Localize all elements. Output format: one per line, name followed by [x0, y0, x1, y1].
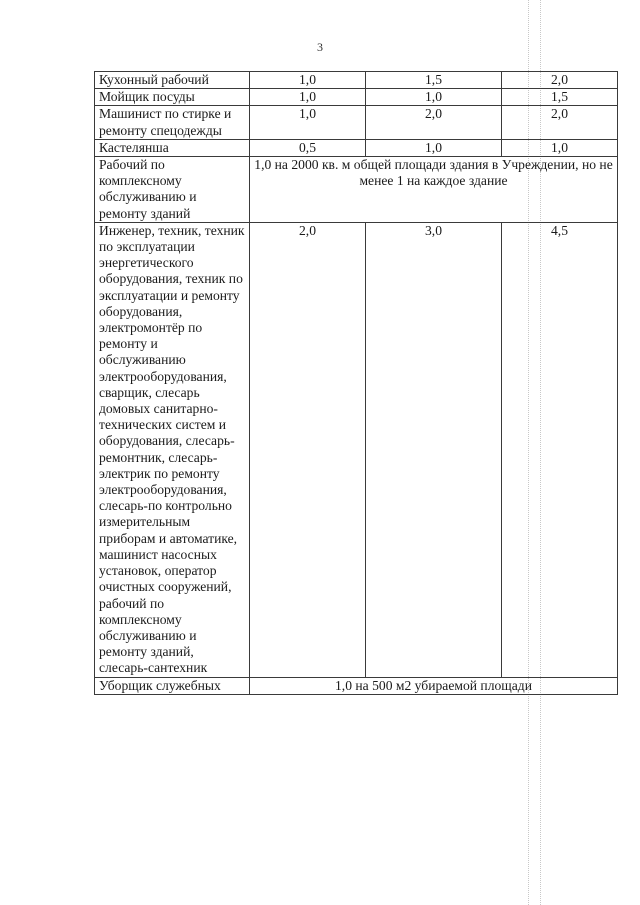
norm-value: 1,5: [366, 72, 502, 89]
table-row: [95, 677, 618, 694]
norm-value: 1,0: [250, 89, 366, 106]
position-name: Кухонный рабочий: [95, 72, 250, 89]
norm-note: 1,0 на 2000 кв. м общей площади здания в Учреждении, но не менее 1 на каждое здание: [250, 157, 618, 223]
staffing-norms-table: [94, 71, 618, 695]
position-name: Мойщик посуды: [95, 89, 250, 106]
table-row: [95, 157, 618, 223]
norm-value: 1,0: [250, 72, 366, 89]
table-row: [95, 72, 618, 89]
norm-value: 2,0: [502, 106, 618, 139]
norm-value: 3,0: [366, 222, 502, 677]
page-number: 3: [317, 40, 323, 54]
norm-value: 4,5: [502, 222, 618, 677]
table-row: [95, 139, 618, 156]
position-name: Кастелянша: [95, 139, 250, 156]
norm-value: 2,0: [250, 222, 366, 677]
norm-value: 2,0: [366, 106, 502, 139]
norm-value: 1,0: [366, 139, 502, 156]
norm-value: 0,5: [250, 139, 366, 156]
position-name: Рабочий по комплексному обслуживанию и ремонту зданий: [95, 157, 250, 223]
norm-value: 1,0: [502, 139, 618, 156]
norm-value: 1,0: [250, 106, 366, 139]
table-row: [95, 89, 618, 106]
position-name: Машинист по стирке и ремонту спецодежды: [95, 106, 250, 139]
table-row: [95, 222, 618, 677]
norm-value: 1,5: [502, 89, 618, 106]
norm-note: 1,0 на 500 м2 убираемой площади: [250, 677, 618, 694]
position-name: Инженер, техник, техник по эксплуатации энергетического оборудования, техник по эксплуатации и ремонту оборудования, электромонтёр по ремонту и обслуживанию электрооборудования, сварщик, слесарь домовых санитарно-технических систем и оборудования, слесарь-ремонтник, слесарь-электрик по ремонту электрооборудования, слесарь-по контрольно измерительным приборам и автоматике, машинист насосных установок, оператор очистных сооружений, рабочий по комплексному обслуживанию и ремонту зданий, слесарь-сантехник: [95, 222, 250, 677]
norm-value: 2,0: [502, 72, 618, 89]
table-row: [95, 106, 618, 139]
position-name: Уборщик служебных: [95, 677, 250, 694]
norm-value: 1,0: [366, 89, 502, 106]
